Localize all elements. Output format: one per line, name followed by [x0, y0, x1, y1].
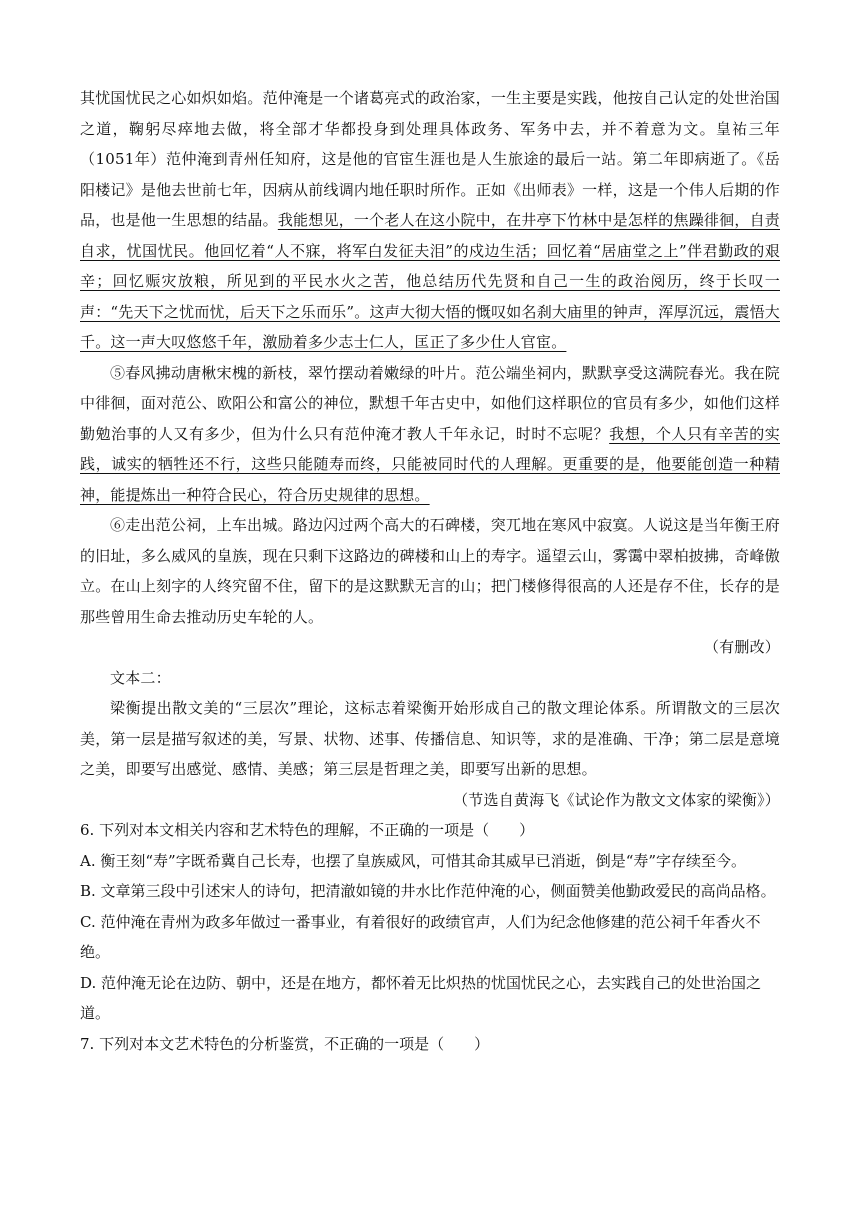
passage-paragraph-5	[80, 358, 780, 511]
text2-heading: 文本二：	[110, 668, 171, 687]
underlined-sentence-2: 我想，个人只有辛苦的实践，诚实的牺牲还不行，这些只能随寿而终，只能被同时代的人理解。更重要的是，他要能创造一种精神，能提炼出一种符合民心，符合历史规律的思想。	[80, 424, 780, 504]
passage-paragraph-5-text: ⑤春风拂动唐楸宋槐的新枝，翠竹摆动着嫩绿的叶片。范公端坐祠内，默默享受这满院春光。我在院中徘徊，面对范公、欧阳公和富公的神位，默想千年古史中，如他们这样职位的官员有多少，如他们这样勤勉治事的人又有多少，但为什么只有范仲淹才教人千年永记，时时不忘呢？	[80, 363, 780, 443]
passage-paragraph-4-text: 其忧国忧民之心如炽如焰。范仲淹是一个诸葛亮式的政治家，一生主要是实践，他按自己认定的处世治国之道，鞠躬尽瘁地去做，将全部才华都投身到处理具体政务、军务中去，并不着意为文。皇祐三年（1051年）范仲淹到青州任知府，这是他的官宦生涯也是人生旅途的最后一站。第二年即病逝了。《岳阳楼记》是他去世前七年，因病从前线调内地任职时所作。正如《出师表》一样，这是一个伟人后期的作品，也是他一生思想的结晶。	[80, 89, 780, 229]
revision-note: （有删改）	[703, 638, 780, 656]
underlined-sentence-1: 我能想见，一个老人在这小院中，在井亭下竹林中是怎样的焦躁徘徊，自责自求，忧国忧民。他回忆着“人不寐，将军白发征夫泪”的戍边生活；回忆着“居庙堂之上”伴君勤政的艰辛；回忆赈灾放粮，所见到的平民水火之苦，他总结历代先贤和自己一生的政治阅历，终于长叹一声：“先天下之忧而忧，后天下之乐而乐”。这声大彻大悟的慨叹如名刹大庙里的钟声，浑厚沉远，震悟大千。这一声大叹悠悠千年，激励着多少志士仁人，匡正了多少仕人官宦。	[80, 211, 780, 351]
document-content	[80, 83, 780, 1059]
question-6-option-d: D. 范仲淹无论在边防、朝中，还是在地方，都怀着无比炽热的忧国忧民之心，去实践自己的处世治国之道。	[80, 973, 762, 1022]
passage-paragraph-6: ⑥走出范公祠，上车出城。路边闪过两个高大的石碑楼，突兀地在寒风中寂寞。人说这是当年衡王府的旧址，多么威风的皇族，现在只剩下这路边的碑楼和山上的寿字。遥望云山，雾霭中翠柏披拂，奇峰傲立。在山上刻字的人终究留不住，留下的是这默默无言的山；把门楼修得很高的人还是存不住，长存的是那些曾用生命去推动历史车轮的人。	[80, 516, 780, 626]
question-7-stem: 7. 下列对本文艺术特色的分析鉴赏，不正确的一项是（ ）	[80, 1034, 490, 1053]
text2-source: （节选自黄海飞《试论作为散文文体家的梁衡》）	[453, 790, 780, 809]
passage-paragraph-4	[80, 83, 780, 358]
question-6-option-c: C. 范仲淹在青州为政多年做过一番事业，有着很好的政绩官声，人们为纪念他修建的范公祠千年香火不绝。	[80, 912, 761, 961]
text2-body: 梁衡提出散文美的“三层次”理论，这标志着梁衡开始形成自己的散文理论体系。所谓散文的三层次美，第一层是描写叙述的美，写景、状物、述事、传播信息、知识等，求的是准确、干净；第二层是意境之美，即要写出感觉、感情、美感；第三层是哲理之美，即要写出新的思想。	[80, 699, 780, 778]
question-6-option-b: B. 文章第三段中引述宋人的诗句，把清澈如镜的井水比作范仲淹的心，侧面赞美他勤政爱民的高尚品格。	[80, 882, 776, 900]
question-6-option-a: A. 衡王刻“寿”字既希冀自己长寿，也摆了皇族威风，可惜其命其威早已消逝，倒是“寿”字存续至今。	[80, 851, 747, 870]
question-6-stem: 6. 下列对本文相关内容和艺术特色的理解，不正确的一项是（ ）	[80, 821, 535, 839]
